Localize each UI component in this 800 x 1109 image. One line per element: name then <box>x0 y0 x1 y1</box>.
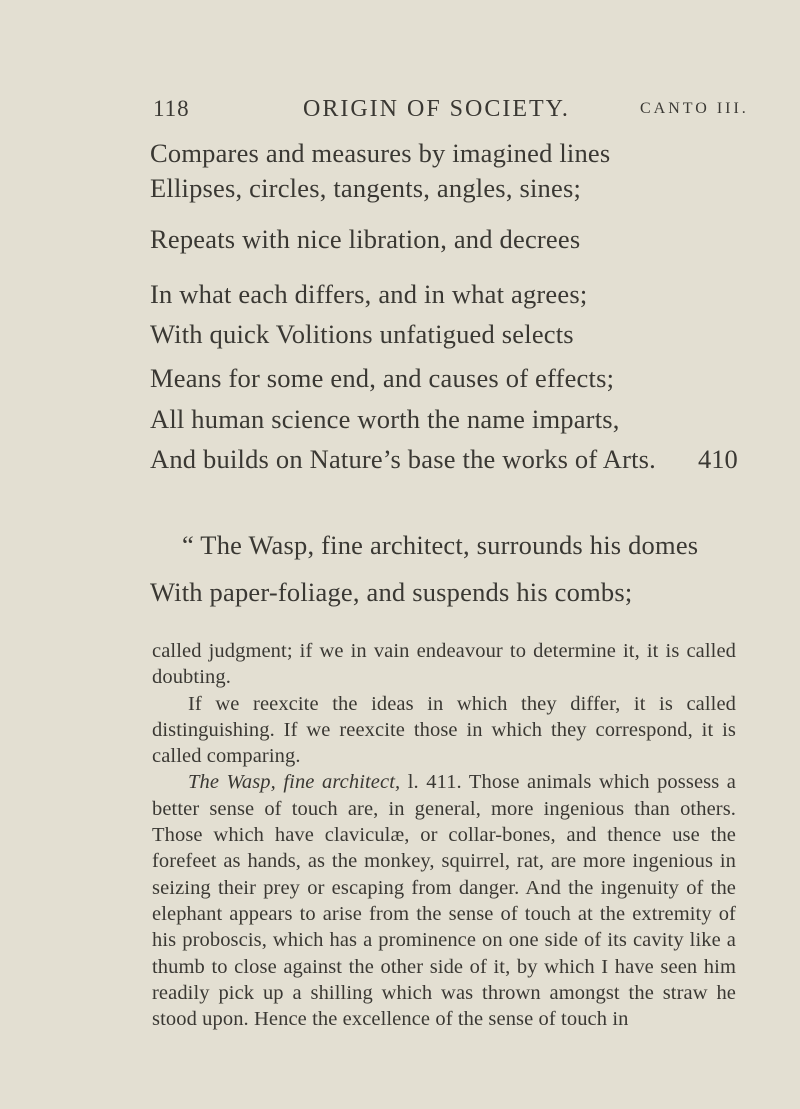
note-line-reference: l. 411. <box>400 771 462 794</box>
verse-line: All human science worth the name imparts, <box>150 404 620 434</box>
note-paragraph <box>152 769 736 1032</box>
note-paragraph: If we reexcite the ideas in which they differ, it is called distinguishing. If we reexcite those in which they correspond, it is called comparing. <box>152 692 736 768</box>
page-number: 118 <box>153 96 190 121</box>
verse-line: With paper-foliage, and suspends his combs; <box>150 577 633 607</box>
verse-line: Compares and measures by imagined lines <box>150 138 611 168</box>
verse-line: Means for some end, and causes of effects; <box>150 363 615 393</box>
canto-label: CANTO III. <box>640 100 749 117</box>
note-body: Those animals which possess a better sense of touch are, in general, more ingenious than others. Those which have claviculæ, or collar-bones, and thence use the forefeet as hands, as the monkey, squirrel, rat, are more ingenious in seizing their prey or escaping from danger. And the ingenuity of the elephant appears to arise from the sense of touch at the extremity of his proboscis, which has a prominence on one side of its cavity like a thumb to close against the other side of it, by which I have seen him readily pick up a shilling which was thrown amongst the straw he stood upon. Hence the excellence of the sense of touch in <box>152 771 736 1031</box>
verse-line: In what each differs, and in what agrees; <box>150 279 588 309</box>
note-paragraph: called judgment; if we in vain endeavour to determine it, it is called doubting. <box>152 640 736 689</box>
note-heading: The Wasp, fine architect, <box>188 771 401 794</box>
verse-line: With quick Volitions unfatigued selects <box>150 319 574 349</box>
running-title: ORIGIN OF SOCIETY. <box>303 96 570 122</box>
page-header <box>0 96 800 136</box>
verse-line: And builds on Nature’s base the works of Arts. <box>150 444 657 474</box>
verse-line: Repeats with nice libration, and decrees <box>150 224 581 254</box>
verse-line: “ The Wasp, fine architect, surrounds his domes <box>182 530 699 560</box>
line-number: 410 <box>698 444 738 474</box>
verse-line: Ellipses, circles, tangents, angles, sines; <box>150 173 582 203</box>
footnotes <box>152 638 736 1032</box>
